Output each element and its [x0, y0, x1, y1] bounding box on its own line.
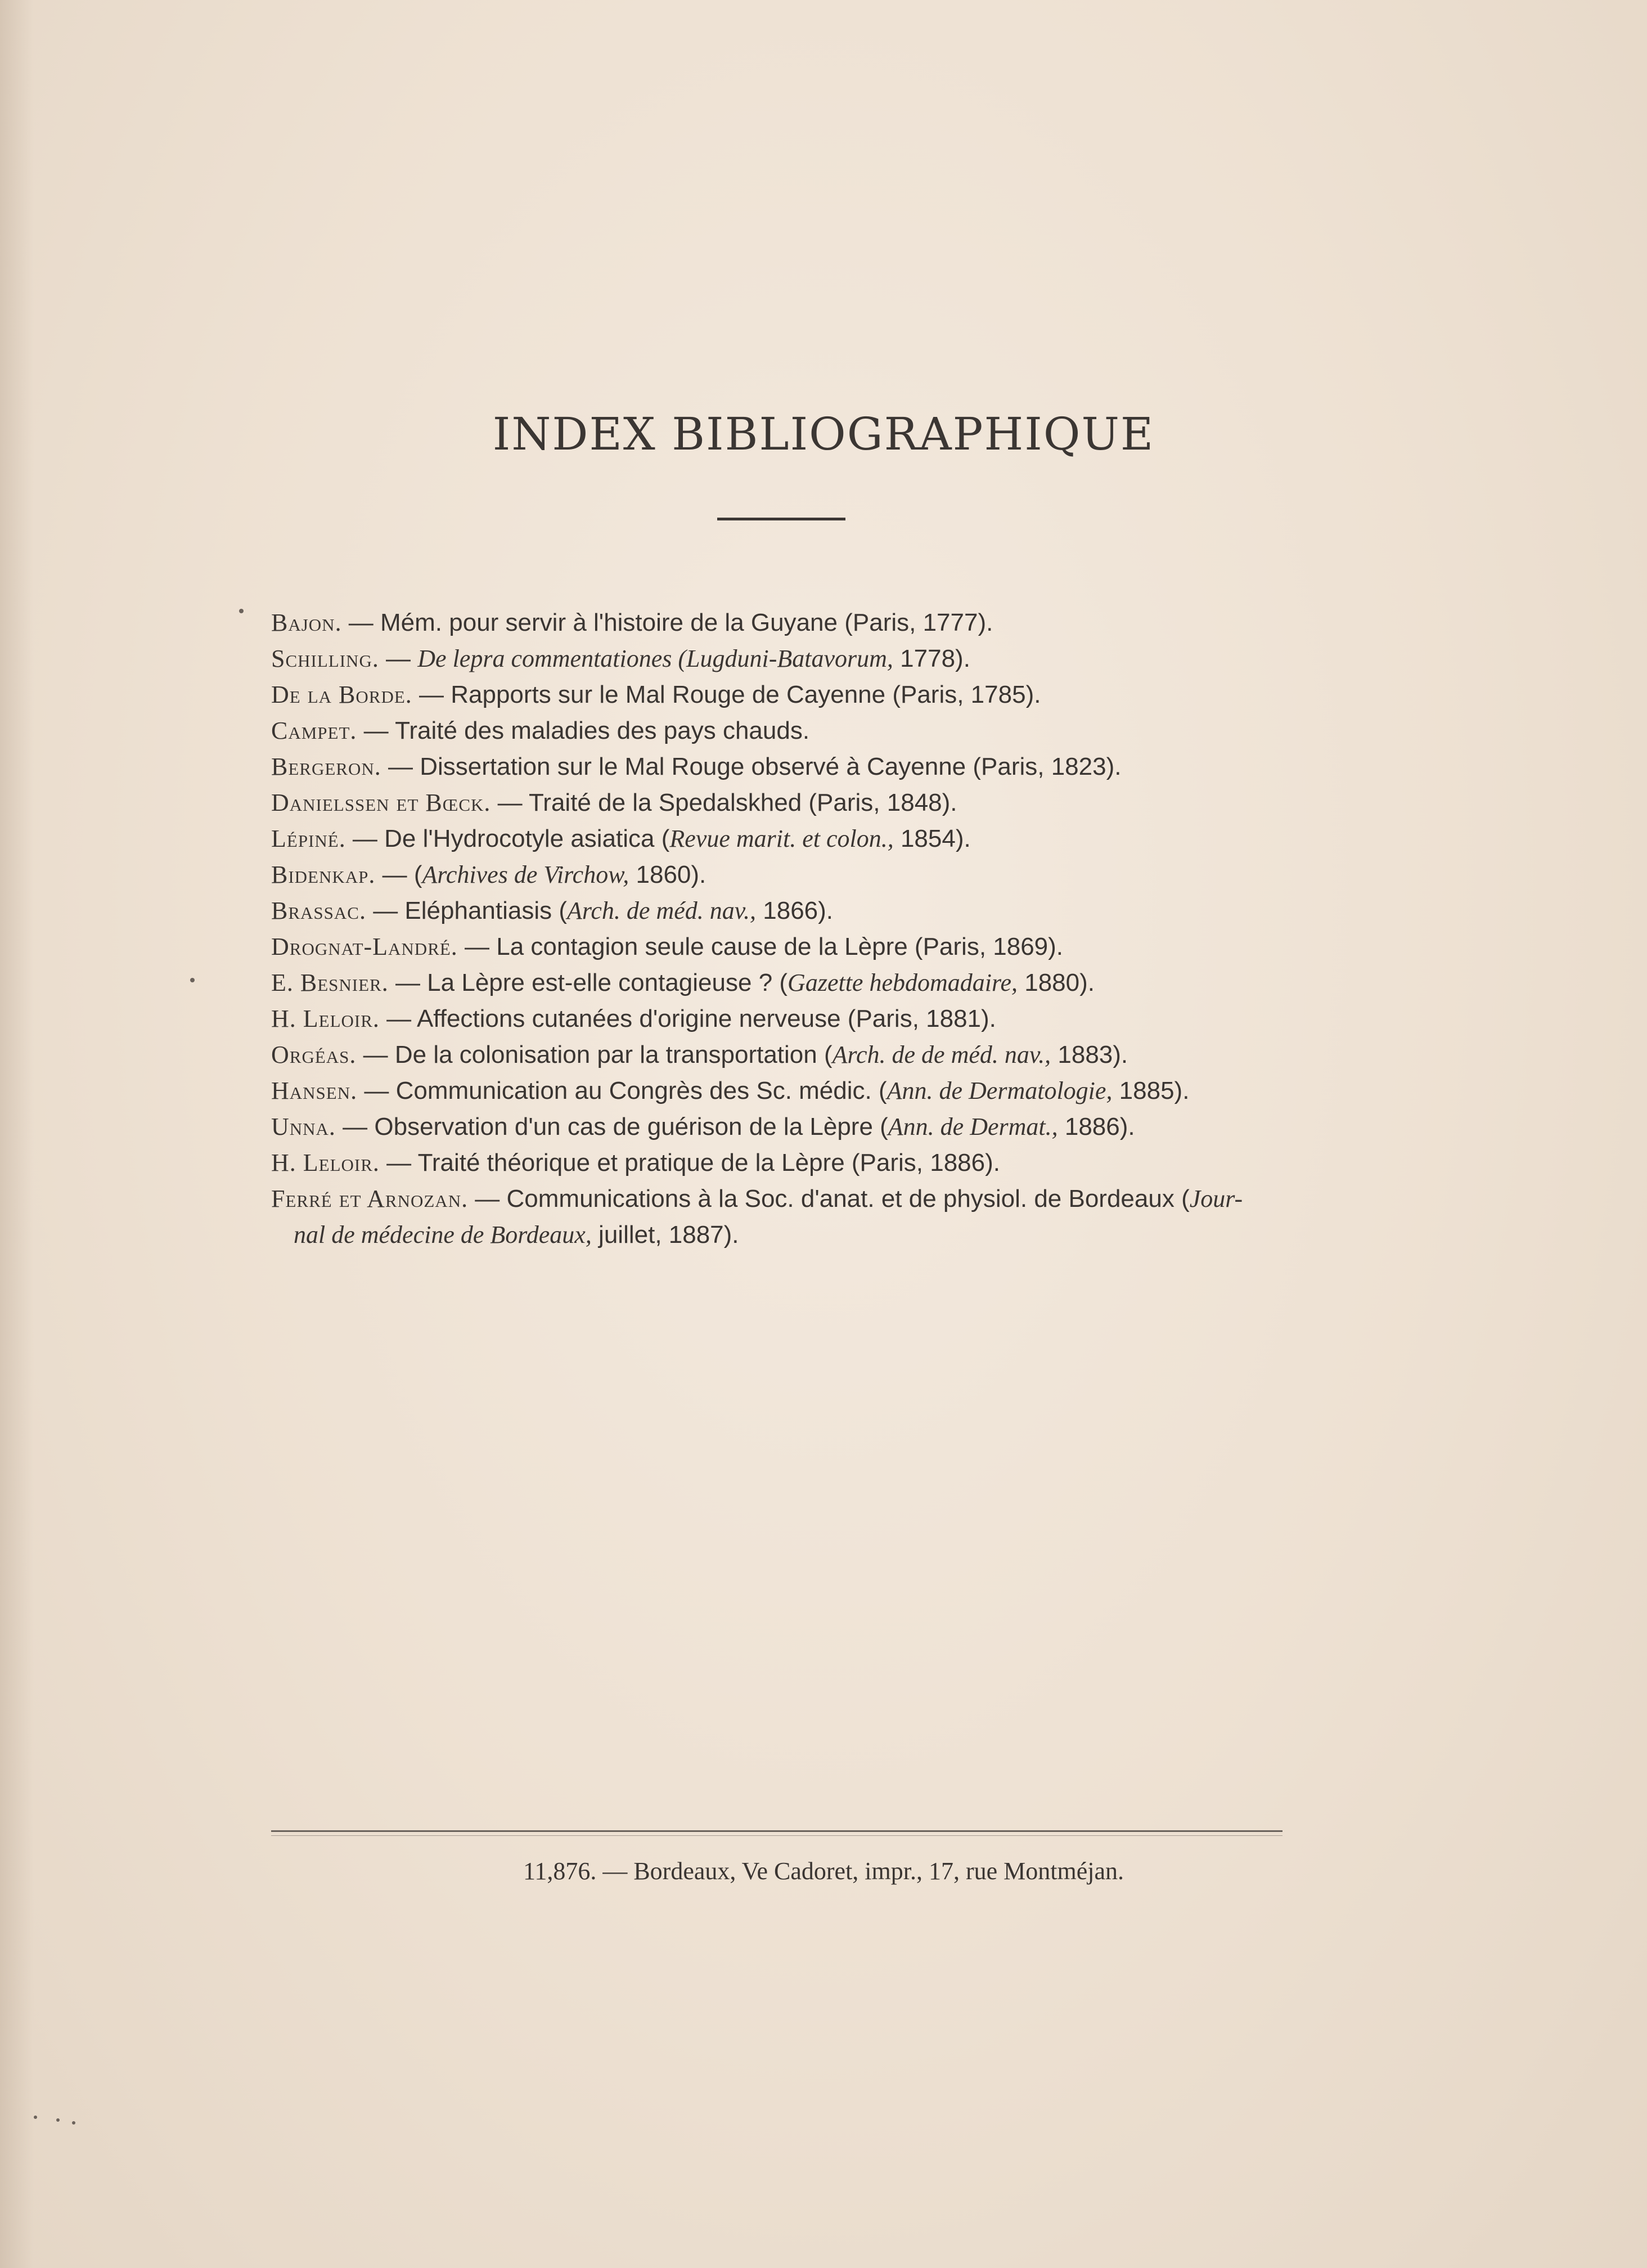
entry-author: Hansen.: [271, 1077, 358, 1104]
entry-text: — Observation d'un cas de guérison de la Lèpre (: [335, 1113, 888, 1140]
bibliography-entry: [271, 1037, 1329, 1073]
entry-tail: juillet, 1887).: [591, 1221, 739, 1248]
entry-author: Danielssen et Bœck.: [271, 789, 491, 816]
footer-rule-thin: [271, 1835, 1282, 1836]
entry-text: — Traité théorique et pratique de la Lèpre (Paris, 1886).: [379, 1149, 1000, 1176]
entry-italic: Revue marit. et colon.,: [669, 825, 894, 852]
bibliography-list: [271, 605, 1329, 1253]
entry-tail: 1860).: [629, 861, 706, 888]
bibliography-entry: [271, 1073, 1329, 1109]
title-rule: [717, 518, 845, 520]
entry-text: — De l'Hydrocotyle asiatica (: [345, 825, 670, 852]
bibliography-entry: [271, 965, 1329, 1001]
entry-text: — Communications à la Soc. d'anat. et de physiol. de Bordeaux (: [468, 1185, 1190, 1212]
page-title: INDEX BIBLIOGRAPHIQUE: [492, 408, 1155, 460]
entry-author: H. Leloir.: [271, 1005, 380, 1032]
entry-tail: 1778).: [893, 645, 970, 672]
entry-author: Schilling.: [271, 645, 379, 672]
entry-author: Lépiné.: [271, 825, 346, 852]
entry-italic: Arch. de méd. nav.,: [567, 897, 757, 924]
bibliography-entry: [271, 713, 1329, 749]
bibliography-entry: [271, 821, 1329, 857]
entry-text: — La contagion seule cause de la Lèpre (Paris, 1869).: [457, 933, 1064, 960]
entry-italic: Jour-: [1189, 1185, 1243, 1212]
entry-text: — La Lèpre est-elle contagieuse ? (: [388, 969, 788, 996]
entry-text: — Affections cutanées d'origine nerveuse (Paris, 1881).: [379, 1005, 996, 1032]
entry-italic: Ann. de Dermat.,: [888, 1113, 1058, 1140]
entry-text: — Traité des maladies des pays chauds.: [357, 717, 810, 744]
entry-author: Drognat-Landré.: [271, 933, 458, 960]
entry-tail: 1885).: [1112, 1077, 1190, 1104]
bibliography-entry: [271, 1109, 1329, 1145]
ink-speck: [34, 2116, 37, 2119]
entry-text: — Mém. pour servir à l'histoire de la Guyane (Paris, 1777).: [341, 609, 993, 636]
bibliography-entry: [271, 605, 1329, 641]
ink-speck: [239, 609, 244, 613]
bibliography-entry: [271, 1145, 1329, 1181]
entry-author: Bidenkap.: [271, 861, 376, 888]
ink-speck: [56, 2118, 60, 2122]
bibliography-entry: [271, 641, 1329, 677]
entry-author: Ferré et Arnozan.: [271, 1185, 469, 1212]
bibliography-entry: [271, 785, 1329, 821]
entry-continuation: [271, 1217, 1329, 1253]
page-edge-shadow: [0, 0, 34, 2268]
entry-text: — Rapports sur le Mal Rouge de Cayenne (Paris, 1785).: [412, 681, 1041, 708]
footer-rule: [271, 1830, 1282, 1832]
entry-text: — Dissertation sur le Mal Rouge observé à Cayenne (Paris, 1823).: [381, 753, 1122, 780]
entry-tail: 1866).: [756, 897, 834, 924]
entry-italic: Arch. de de méd. nav.,: [832, 1041, 1051, 1068]
entry-tail: 1880).: [1018, 969, 1095, 996]
bibliography-entry: [271, 929, 1329, 965]
entry-italic: Ann. de Dermatologie,: [886, 1077, 1113, 1104]
bibliography-entry-last: [271, 1181, 1329, 1253]
entry-author: De la Borde.: [271, 681, 412, 708]
entry-author: Bajon.: [271, 609, 342, 636]
entry-text: —: [379, 645, 418, 672]
entry-text: — Traité de la Spedalskhed (Paris, 1848).: [490, 789, 957, 816]
entry-italic: De lepra commentationes (Lugduni-Batavorum,: [417, 645, 893, 672]
entry-italic: Archives de Virchow,: [422, 861, 629, 888]
entry-author: Orgéas.: [271, 1041, 357, 1068]
bibliography-entry: [271, 893, 1329, 929]
bibliography-entry: [271, 857, 1329, 893]
entry-author: H. Leloir.: [271, 1149, 380, 1176]
entry-text: — (: [375, 861, 422, 888]
entry-italic: nal de médecine de Bordeaux,: [294, 1221, 592, 1248]
bibliography-entry: [271, 677, 1329, 713]
entry-tail: 1886).: [1058, 1113, 1135, 1140]
entry-tail: 1883).: [1051, 1041, 1128, 1068]
printer-imprint: 11,876. — Bordeaux, Ve Cadoret, impr., 17, rue Montméjan.: [523, 1857, 1124, 1885]
bibliography-entry: [271, 1001, 1329, 1037]
entry-text: — Communication au Congrès des Sc. médic. (: [357, 1077, 887, 1104]
entry-author: Bergeron.: [271, 753, 381, 780]
entry-text: — Eléphantiasis (: [366, 897, 568, 924]
entry-author: Campet.: [271, 717, 357, 744]
entry-text: — De la colonisation par la transportation (: [356, 1041, 832, 1068]
entry-author: E. Besnier.: [271, 969, 389, 996]
entry-author: Unna.: [271, 1113, 336, 1140]
ink-speck: [72, 2121, 75, 2125]
entry-tail: 1854).: [893, 825, 971, 852]
bibliography-entry: [271, 749, 1329, 785]
ink-speck: [190, 978, 195, 982]
entry-author: Brassac.: [271, 897, 366, 924]
entry-italic: Gazette hebdomadaire,: [788, 969, 1018, 996]
